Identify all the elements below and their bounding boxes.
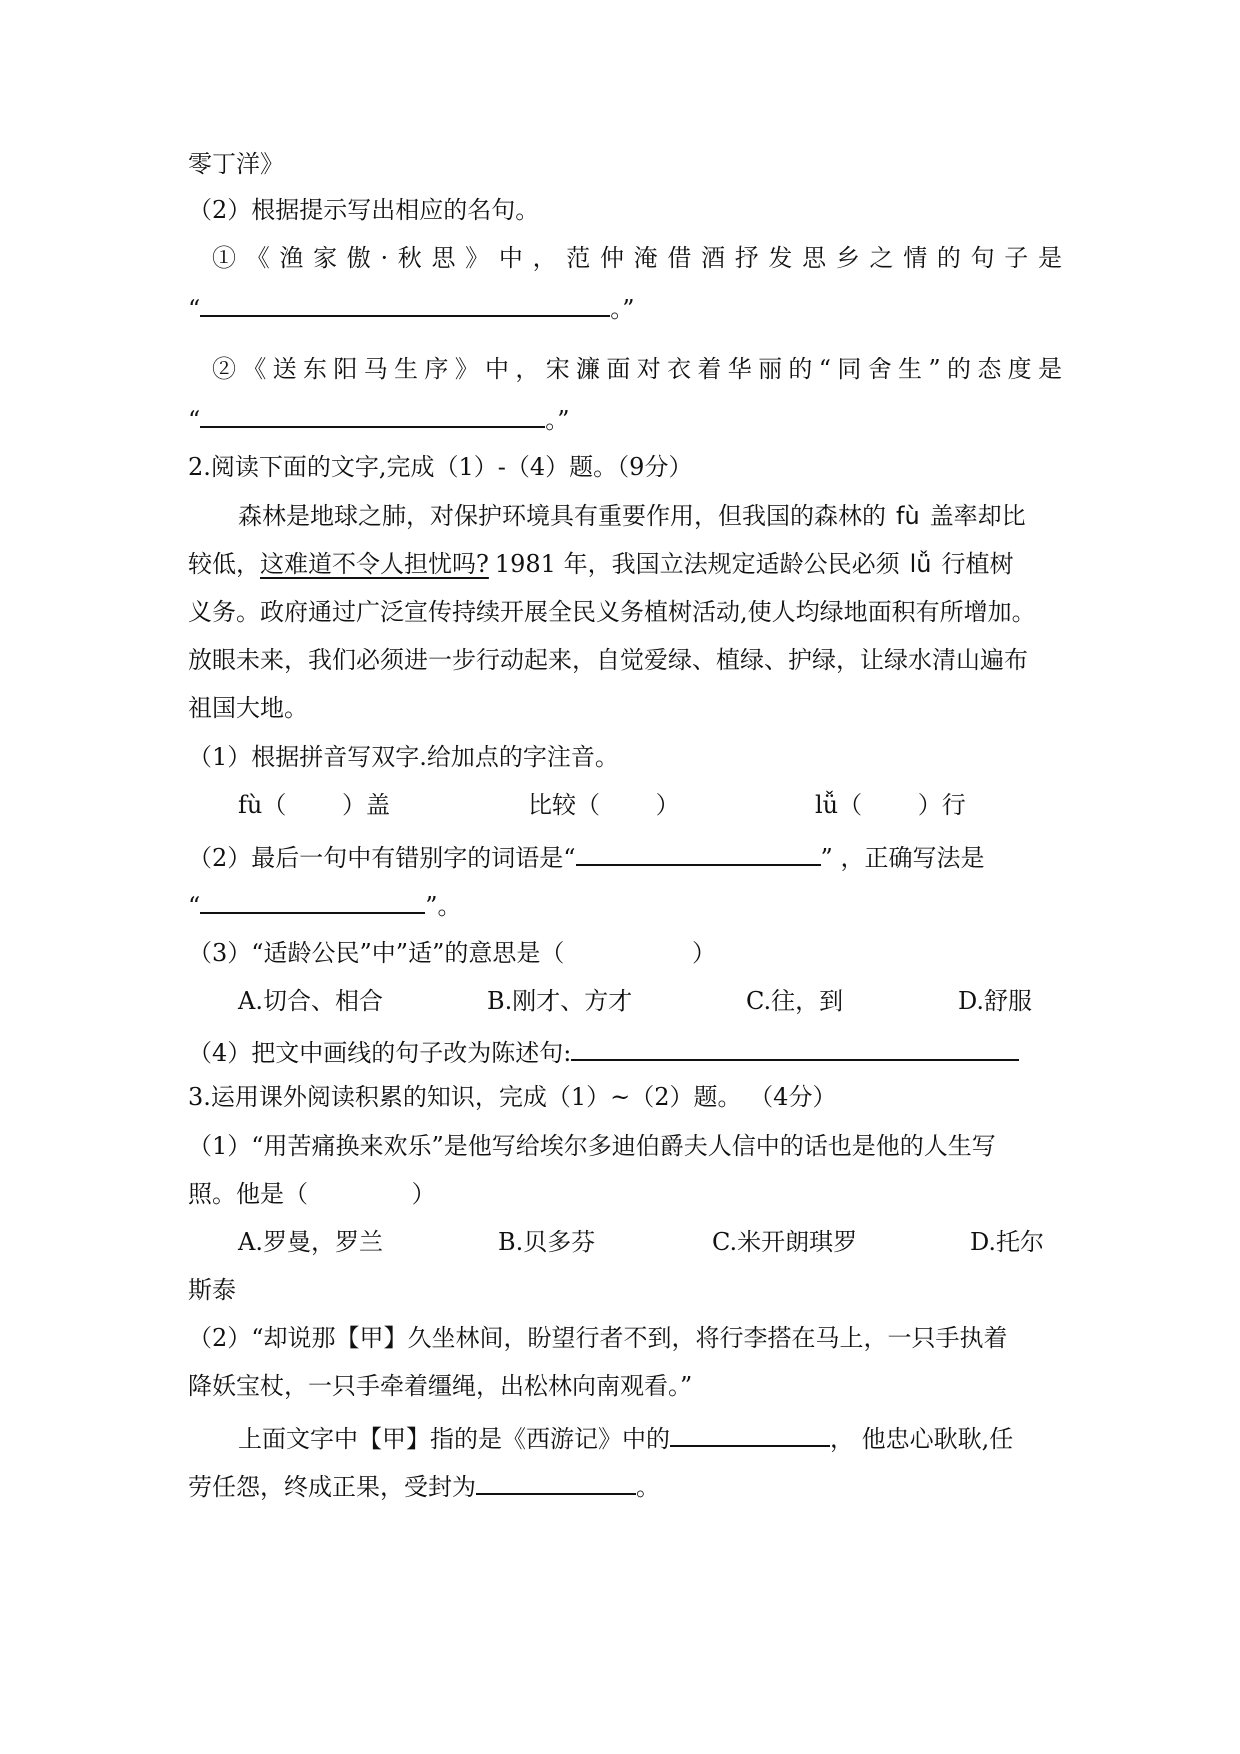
option-text: D.托尔 bbox=[970, 1228, 1045, 1256]
line-text: 3.运用课外阅读积累的知识，完成（1）~（2）题。 （4分） bbox=[188, 1083, 837, 1111]
answer-blank[interactable] bbox=[571, 1033, 1019, 1061]
option-d bbox=[970, 1226, 1044, 1258]
option-a bbox=[238, 1226, 383, 1258]
open-quote: “ bbox=[188, 295, 201, 323]
question-3-sub-1 bbox=[188, 1130, 996, 1162]
option-text: B.贝多芬 bbox=[498, 1228, 596, 1256]
passage-line bbox=[188, 644, 1028, 676]
option-b bbox=[487, 985, 632, 1017]
line-text: ， 他忠心耿耿,任 bbox=[830, 1425, 1014, 1453]
question-3-sub-2 bbox=[188, 1322, 1008, 1354]
passage-line bbox=[188, 548, 1013, 580]
quote-answer-2 bbox=[188, 400, 570, 436]
line-text: 祖国大地。 bbox=[188, 694, 308, 722]
line-text: （1）根据拼音写双字.给加点的字注音。 bbox=[188, 743, 619, 771]
line-text: 较低， bbox=[188, 550, 260, 578]
option-text: C.往，到 bbox=[746, 987, 844, 1015]
option-text: D.舒服 bbox=[958, 987, 1033, 1015]
question-2-heading bbox=[188, 451, 692, 483]
line-text: 上面文字中【甲】指的是《西游记》中的 bbox=[238, 1425, 670, 1453]
line-text: 降妖宝杖，一只手牵着缰绳，出松林向南观看。” bbox=[188, 1372, 693, 1400]
option-text: A.切合、相合 bbox=[238, 987, 383, 1015]
option-b bbox=[498, 1226, 595, 1258]
line-text: 斯泰 bbox=[188, 1276, 236, 1304]
quote-prompt-2 bbox=[212, 353, 1062, 385]
pinyin-item-2 bbox=[528, 789, 680, 821]
option-c bbox=[712, 1226, 857, 1258]
answer-blank[interactable] bbox=[670, 1419, 830, 1447]
answer-blank[interactable] bbox=[200, 400, 545, 428]
line-text: lǚ（ ）行 bbox=[815, 791, 966, 819]
line-text: 照。他是（ ） bbox=[188, 1180, 436, 1208]
line-text: （4）把文中画线的句子改为陈述句: bbox=[188, 1039, 572, 1067]
line-text: 零丁洋》 bbox=[188, 150, 284, 178]
option-d-cont bbox=[188, 1274, 236, 1306]
answer-blank[interactable] bbox=[576, 838, 821, 866]
underlined-sentence: 这难道不令人担忧吗? bbox=[260, 550, 489, 578]
line-text: 放眼未来，我们必须进一步行动起来，自觉爱绿、植绿、护绿，让绿水清山遍布 bbox=[188, 646, 1028, 674]
close-quote: ”。 bbox=[425, 892, 462, 920]
line-text: 1981 年，我国立法规定适龄公民必须 bbox=[494, 550, 900, 578]
question-2-sub-2 bbox=[188, 194, 539, 226]
line-text: 行植树 bbox=[941, 550, 1014, 578]
open-quote: “ bbox=[188, 892, 201, 920]
line-text: （3）“适龄公民”中”适”的意思是（ ） bbox=[188, 939, 716, 967]
question-2-sub-4 bbox=[188, 1033, 1019, 1069]
answer-blank[interactable] bbox=[476, 1467, 636, 1495]
open-quote: “ bbox=[188, 406, 201, 434]
pinyin-item-3 bbox=[815, 789, 966, 821]
answer-blank[interactable] bbox=[200, 886, 425, 914]
option-text: B.刚才、方才 bbox=[487, 987, 633, 1015]
line-text: 比较（ ） bbox=[528, 791, 680, 819]
quote-prompt-1 bbox=[212, 242, 1062, 274]
option-text: C.米开朗琪罗 bbox=[712, 1228, 858, 1256]
option-d bbox=[958, 985, 1032, 1017]
question-2-sub-3 bbox=[188, 937, 716, 969]
passage-line bbox=[238, 500, 1026, 532]
line-text: ②《送东阳马生序》中，宋濂面对衣着华丽的“同舍生”的态度是 bbox=[212, 355, 1062, 383]
option-a bbox=[238, 985, 383, 1017]
passage-line bbox=[188, 596, 1036, 628]
pinyin: lǚ bbox=[909, 550, 932, 578]
quote-answer-1 bbox=[188, 289, 635, 325]
option-c bbox=[746, 985, 843, 1017]
line-text: ” ，正确写法是 bbox=[820, 844, 985, 872]
line-text: fù（ ）盖 bbox=[238, 791, 390, 819]
passage-line bbox=[188, 692, 308, 724]
line-text: （1）“用苦痛换来欢乐”是他写给埃尔多迪伯爵夫人信中的话也是他的人生写 bbox=[188, 1132, 996, 1160]
question-3-heading bbox=[188, 1081, 836, 1113]
question-3-sub-1-cont bbox=[188, 1178, 436, 1210]
close-quote: 。” bbox=[545, 406, 570, 434]
question-2-sub-1 bbox=[188, 741, 619, 773]
line-text: 义务。政府通过广泛宣传持续开展全民义务植树活动,使人均绿地面积有所增加。 bbox=[188, 598, 1036, 626]
line-text: ①《渔家傲·秋思》中，范仲淹借酒抒发思乡之情的句子是 bbox=[212, 244, 1062, 272]
question-3-sub-2-cont bbox=[188, 1370, 692, 1402]
line-text: 劳任怨，终成正果，受封为 bbox=[188, 1473, 476, 1501]
option-text: A.罗曼，罗兰 bbox=[238, 1228, 383, 1256]
pinyin: fù bbox=[896, 502, 920, 530]
close-quote: 。” bbox=[610, 295, 635, 323]
answer-blank[interactable] bbox=[200, 289, 610, 317]
text-line bbox=[188, 148, 284, 180]
fill-in-line bbox=[188, 1467, 660, 1503]
line-text: （2）最后一句中有错别字的词语是“ bbox=[188, 844, 576, 872]
line-text: 森林是地球之肺，对保护环境具有重要作用，但我国的森林的 bbox=[238, 502, 886, 530]
line-text: 。 bbox=[636, 1473, 660, 1501]
correct-spelling-line bbox=[188, 886, 462, 922]
fill-in-line bbox=[238, 1419, 1013, 1455]
line-text: 盖率却比 bbox=[929, 502, 1026, 530]
pinyin-item-1 bbox=[238, 789, 390, 821]
line-text: （2）“却说那【甲】久坐林间，盼望行者不到，将行李搭在马上，一只手执着 bbox=[188, 1324, 1008, 1352]
line-text: （2）根据提示写出相应的名句。 bbox=[188, 196, 540, 224]
question-2-sub-2b bbox=[188, 838, 984, 874]
line-text: 2.阅读下面的文字,完成（1）-（4）题。（9分） bbox=[188, 453, 693, 481]
